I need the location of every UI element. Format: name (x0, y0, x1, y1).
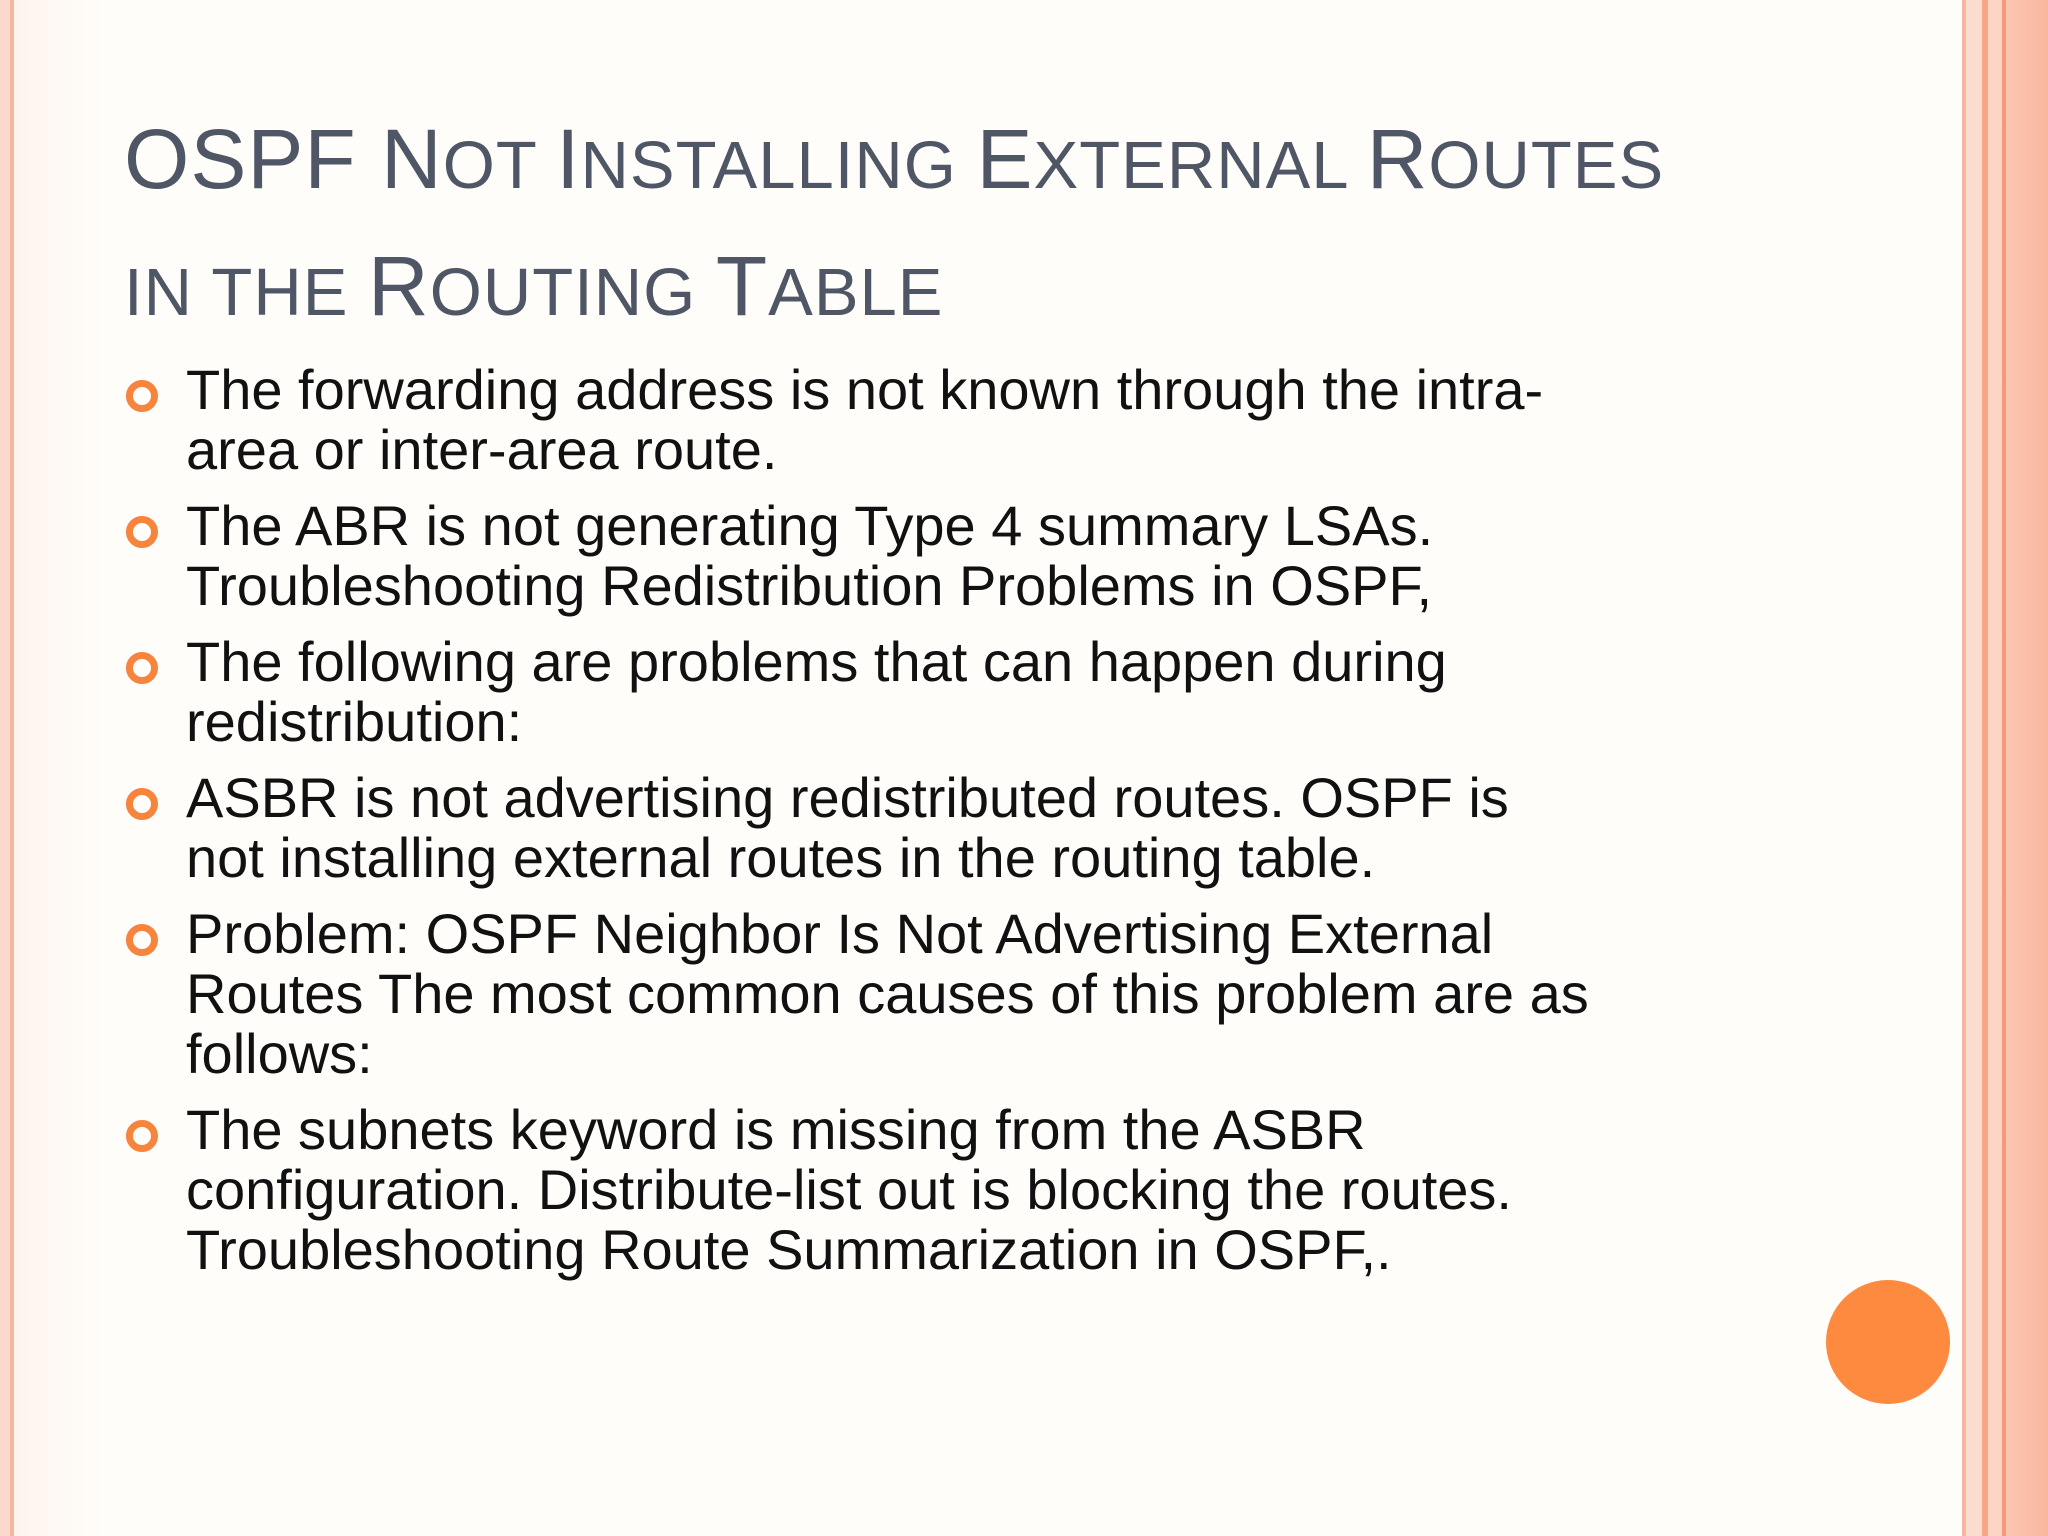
bullet-text-line: follows: (186, 1022, 373, 1085)
title-segment: IN THE (124, 255, 369, 330)
right-stripe (2006, 0, 2048, 1536)
bullet-text-line: Troubleshooting Redistribution Problems in OSPF, (186, 554, 1433, 617)
title-segment: R (368, 239, 430, 333)
hollow-circle-bullet-icon (126, 652, 158, 684)
hollow-circle-bullet-icon (126, 924, 158, 956)
bullet-text-line: area or inter-area route. (186, 418, 778, 481)
title-segment: O (124, 112, 191, 206)
bullet-item (124, 768, 1824, 888)
title-segment: SPF (190, 112, 382, 206)
title-segment: E (976, 112, 1034, 206)
hollow-circle-bullet-icon (126, 1120, 158, 1152)
bullet-text-line: The subnets keyword is missing from the ASBR (186, 1098, 1366, 1161)
title-segment: XTERNAL (1033, 128, 1367, 203)
bullet-item (124, 1100, 1824, 1280)
slide-title (124, 108, 1724, 362)
slide-title-line-2 (124, 235, 1724, 362)
right-stripe (1988, 0, 2002, 1536)
title-segment: I (556, 112, 581, 206)
bullet-item (124, 632, 1824, 752)
orange-circle-icon (1826, 1280, 1950, 1404)
hollow-circle-bullet-icon (126, 788, 158, 820)
title-segment: R (1366, 112, 1429, 206)
title-segment: OUTING (429, 255, 716, 330)
title-segment: NSTALLING (580, 128, 977, 203)
bullet-text-line: Problem: OSPF Neighbor Is Not Advertising External (186, 902, 1494, 965)
hollow-circle-bullet-icon (126, 380, 158, 412)
hollow-circle-bullet-icon (126, 516, 158, 548)
bullet-list (124, 360, 1824, 1296)
bullet-text-line: The ABR is not generating Type 4 summary LSAs. (186, 494, 1434, 557)
bullet-item (124, 496, 1824, 616)
bullet-text-line: redistribution: (186, 690, 523, 753)
title-segment: N (381, 112, 443, 206)
right-stripe (1966, 0, 1982, 1536)
bullet-item (124, 360, 1824, 480)
title-segment: ABLE (768, 255, 944, 330)
bullet-item (124, 904, 1824, 1084)
left-border-decoration (0, 0, 10, 1536)
bullet-text-line: The forwarding address is not known through the intra- (186, 358, 1544, 421)
left-border-gradient (14, 0, 110, 1536)
bullet-text-line: ASBR is not advertising redistributed routes. OSPF is (186, 766, 1509, 829)
bullet-text-line: configuration. Distribute-list out is blocking the routes. (186, 1158, 1512, 1221)
bullet-text-line: Troubleshooting Route Summarization in OSPF,. (186, 1218, 1392, 1281)
bullet-text-line: Routes The most common causes of this problem are as (186, 962, 1589, 1025)
title-segment: OT (442, 128, 557, 203)
slide-title-line-1 (124, 108, 1724, 235)
bullet-text-line: not installing external routes in the routing table. (186, 826, 1376, 889)
title-segment: OUTES (1428, 128, 1665, 203)
bullet-text-line: The following are problems that can happen during (186, 630, 1447, 693)
title-segment: T (715, 239, 769, 333)
